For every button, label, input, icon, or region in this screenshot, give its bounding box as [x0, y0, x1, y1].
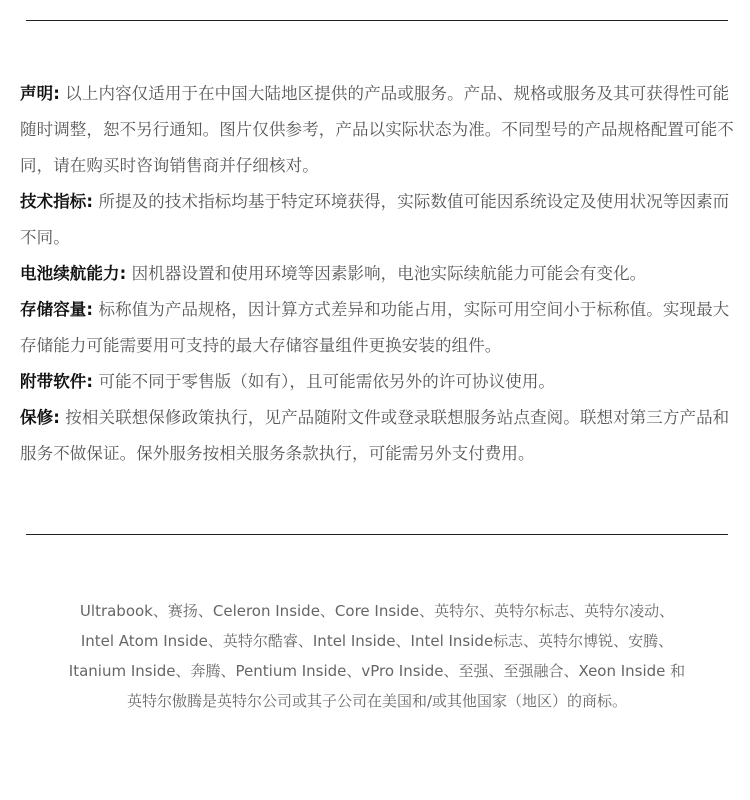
- disclaimer-term: 保修:: [20, 408, 60, 427]
- top-divider: [26, 20, 728, 21]
- disclaimer-section: [20, 76, 744, 472]
- trademark-line: Ultrabook、赛扬、Celeron Inside、Core Inside、英特尔、英特尔标志、英特尔凌动、: [79, 602, 675, 620]
- middle-divider: [26, 534, 728, 535]
- disclaimer-term: 附带软件:: [20, 372, 94, 391]
- disclaimer-text: 因机器设置和使用环境等因素影响，电池实际续航能力可能会有变化。: [131, 264, 647, 283]
- trademark-line: Itanium Inside、奔腾、Pentium Inside、vPro Inside、至强、至强融合、Xeon Inside 和: [68, 662, 686, 680]
- disclaimer-storage: [20, 292, 744, 364]
- disclaimer-warranty: [20, 400, 744, 472]
- disclaimer-tech-specs: [20, 184, 744, 256]
- disclaimer-text: 标称值为产品规格，因计算方式差异和功能占用，实际可用空间小于标称值。实现最大存储能力可能需要用可支持的最大存储容量组件更换安装的组件。: [20, 300, 730, 355]
- trademark-line: 英特尔傲腾是英特尔公司或其子公司在美国和/或其他国家（地区）的商标。: [126, 692, 628, 710]
- disclaimer-term: 存储容量:: [20, 300, 94, 319]
- trademark-line: Intel Atom Inside、英特尔酷睿、Intel Inside、Intel Inside标志、英特尔博锐、安腾、: [80, 632, 674, 650]
- disclaimer-statement: [20, 76, 744, 184]
- disclaimer-text: 以上内容仅适用于在中国大陆地区提供的产品或服务。产品、规格或服务及其可获得性可能随时调整，恕不另行通知。图片仅供参考，产品以实际状态为准。不同型号的产品规格配置可能不同，请在购买时咨询销售商并仔细核对。: [20, 84, 734, 175]
- trademark-notice: [26, 596, 728, 716]
- disclaimer-term: 技术指标:: [20, 192, 94, 211]
- disclaimer-text: 按相关联想保修政策执行，见产品随附文件或登录联想服务站点查阅。联想对第三方产品和服务不做保证。保外服务按相关服务条款执行，可能需另外支付费用。: [20, 408, 730, 463]
- disclaimer-term: 声明:: [20, 84, 60, 103]
- disclaimer-software: [20, 364, 744, 400]
- disclaimer-text: 所提及的技术指标均基于特定环境获得，实际数值可能因系统设定及使用状况等因素而不同。: [20, 192, 730, 247]
- disclaimer-text: 可能不同于零售版（如有），且可能需依另外的许可协议使用。: [98, 372, 556, 391]
- disclaimer-term: 电池续航能力:: [20, 264, 127, 283]
- disclaimer-battery: [20, 256, 744, 292]
